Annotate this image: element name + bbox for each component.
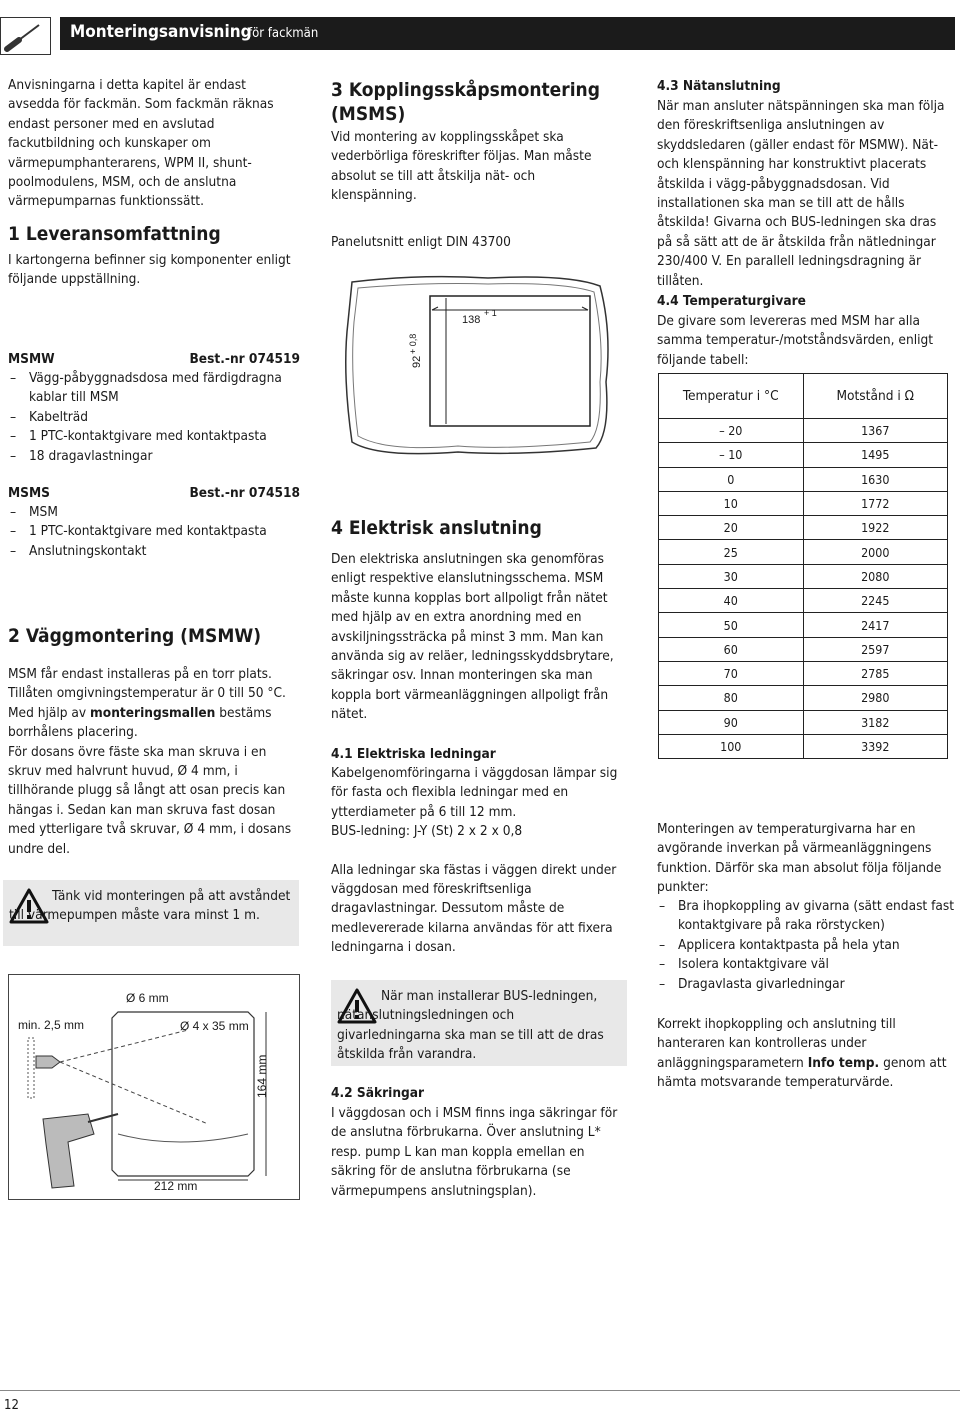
section-4-4-text: De givare som levereras med MSM har alla samma temperatur-/motståndsvärden, enligt följande tabell: <box>657 313 934 368</box>
msmw-label: MSMW <box>8 351 55 367</box>
warning-text: Tänk vid monteringen på att avståndet till värmepumpen måste vara minst 1 m. <box>9 888 291 924</box>
msms-list <box>8 503 300 561</box>
section-3-title: 3 Kopplingsskåpsmontering (MSMS) <box>331 79 600 125</box>
table-row: – 20 1367 <box>659 419 948 443</box>
connection-check-text: Korrekt ihopkoppling och anslutning till hanteraren kan kontrolleras under anläggningsparametern Info temp. genom att hämta motsvarande temperaturvärde. <box>657 1016 947 1091</box>
section-4-title: 4 Elektrisk anslutning <box>331 517 542 539</box>
header-subtitle: för fackmän <box>248 26 319 41</box>
msms-order-nr: Best.-nr 074518 <box>189 485 300 501</box>
section-2-p3: Med hjälp av monteringsmallen bestäms borrhålens placering. <box>8 704 272 741</box>
table-header-temp: Temperatur i °C <box>659 374 804 419</box>
section-2-title: 2 Väggmontering (MSMW) <box>8 625 262 647</box>
panel-cutout-label: Panelutsnitt enligt DIN 43700 <box>331 234 511 250</box>
wall-mount-figure <box>8 974 300 1200</box>
section-4-2-text: I väggdosan och i MSM finns inga säkringar för de anslutna förbrukarna. Över anslutning L* resp. pump L kan man koppla emellan en säkring för de anslutna förbrukarna (se värmepumpens anslutningsplan). <box>331 1105 618 1199</box>
header-logo-box <box>0 17 51 55</box>
list-item: – 1 PTC-kontaktgivare med kontaktpasta <box>8 522 300 541</box>
msmw-list <box>8 369 300 466</box>
dim-138: 138 <box>462 314 481 326</box>
section-1-text: I kartongerna befinner sig komponenter enligt följande uppställning. <box>8 252 291 288</box>
table-header-resistance: Motstånd i Ω <box>803 374 948 419</box>
list-item: – 1 PTC-kontaktgivare med kontaktpasta <box>8 427 300 446</box>
list-item: – Vägg-påbyggnadsdosa med färdigdragna kablar till MSM <box>8 369 300 408</box>
dim-138-tolerance: + 1 <box>484 308 497 318</box>
dim-92: 92 <box>411 355 423 368</box>
list-item: – Anslutningskontakt <box>8 542 300 561</box>
header-bar <box>60 17 955 50</box>
fig-label-d4: Ø 4 x 35 mm <box>180 1019 249 1033</box>
table-row: – 10 1495 <box>659 443 948 467</box>
list-item: – Dragavlasta givarledningar <box>657 975 955 994</box>
table-row: 80 2980 <box>659 686 948 710</box>
list-item: – Bra ihopkoppling av givarna (sätt endast fast kontaktgivare på raka rörstycken) <box>657 897 955 936</box>
msms-label: MSMS <box>8 485 50 501</box>
table-row: 10 1772 <box>659 491 948 515</box>
warning-box-distance <box>3 880 299 946</box>
msmw-order-nr: Best.-nr 074519 <box>189 351 300 367</box>
mounting-text: Monteringen av temperaturgivarna har en avgörande inverkan på värmeanläggningens funktion. Därför ska man absolut följa följande punkter: <box>657 821 942 896</box>
section-3-text: Vid montering av kopplingsskåpet ska vederbörliga föreskrifter följas. Man måste absolut se till att åtskilja nät- och klenspänning. <box>331 129 592 204</box>
section-2-p1: MSM får endast installeras på en torr plats. <box>8 666 272 682</box>
section-2-p2: Tillåten omgivningstemperatur är 0 till 50 °C. <box>8 685 286 702</box>
table-row: 90 3182 <box>659 710 948 734</box>
warning-text: När man installerar BUS-ledningen, nätanslutningsledningen och givarledningarna ska man se till att de dras åtskilda från varandra. <box>337 988 604 1063</box>
table-row: 25 2000 <box>659 540 948 564</box>
section-4-3-title: 4.3 Nätanslutning <box>657 78 781 94</box>
list-item: – Applicera kontaktpasta på hela ytan <box>657 936 955 955</box>
mounting-points <box>657 897 955 994</box>
msms-block <box>8 484 300 561</box>
intro-text: Anvisningarna i detta kapitel är endast avsedda för fackmän. Som fackmän räknas endast personer med en avslutad fackutbildning och kunskaper om värmepumphanterarens, WPM II, shunt-poolmodulens, MSM, och de anslutna värmepumparnas funktionssätt. <box>8 77 274 210</box>
msmw-block <box>8 350 300 466</box>
footer-rule <box>0 1390 960 1391</box>
list-item: – Kabelträd <box>8 408 300 427</box>
section-4-2-title: 4.2 Säkringar <box>331 1085 425 1101</box>
fig-label-min: min. 2,5 mm <box>18 1018 85 1032</box>
table-row: 20 1922 <box>659 516 948 540</box>
list-item: – 18 dragavlastningar <box>8 447 300 466</box>
section-4-text: Den elektriska anslutningen ska genomföras enligt respektive elanslutningsschema. MSM måste kunna kopplas bort allpoligt från nätet med hjälp av en extra anordning med en avskiljningssträcka på minst 3 mm. Man kan använda sig av reläer, ledningsskyddsbrytare, säkringar osv. Innan monteringen ska man koppla bort värmeanläggningen allpoligt från nätet. <box>331 551 614 723</box>
fig-label-212: 212 mm <box>154 1179 198 1193</box>
section-4-1-text3: Alla ledningar ska fästas i väggen direkt under väggdosan med föreskriftsenliga dragavlastningar. Dessutom måste de medlevererade kilarna användas för att fixera ledningarna i dosan. <box>331 861 617 956</box>
header-title: Monteringsanvisning <box>70 22 252 42</box>
screwdriver-icon <box>1 18 50 54</box>
resistance-table <box>658 373 948 759</box>
panel-cutout-figure <box>338 272 614 458</box>
section-2-body <box>8 665 300 859</box>
dim-92-tolerance: + 0,8 <box>408 333 418 354</box>
section-1-title: 1 Leveransomfattning <box>8 223 221 245</box>
section-4-1-body <box>331 764 627 958</box>
table-row: 100 3392 <box>659 734 948 758</box>
section-2-p4: För dosans övre fäste ska man skruva i en skruv med halvrunt huvud, Ø 4 mm, i tillhörande plugg så långt att osan precis kan hängas i. Sedan kan man skruva fast dosan med ytterligare två skruvar, Ø 4 mm, i dosans undre del. <box>8 743 292 857</box>
table-row: 70 2785 <box>659 661 948 685</box>
table-row: 0 1630 <box>659 467 948 491</box>
list-item: – Isolera kontaktgivare väl <box>657 955 955 974</box>
section-4-1-text2: BUS-ledning: J-Y (St) 2 x 2 x 0,8 <box>331 823 523 840</box>
section-4-1-text1: Kabelgenomföringarna i väggdosan lämpar sig för fasta och flexibla ledningar med en ytterdiameter på 6 till 12 mm. <box>331 765 618 820</box>
warning-box-bus <box>331 980 627 1066</box>
page-number: 12 <box>4 1398 19 1413</box>
table-row: 30 2080 <box>659 564 948 588</box>
table-row: 40 2245 <box>659 589 948 613</box>
table-row: 50 2417 <box>659 613 948 637</box>
table-row: 60 2597 <box>659 637 948 661</box>
section-4-4-title: 4.4 Temperaturgivare <box>657 293 806 309</box>
fig-label-d6: Ø 6 mm <box>126 991 169 1005</box>
list-item: – MSM <box>8 503 300 522</box>
fig-label-164: 164 mm <box>255 1054 269 1098</box>
section-4-1-title: 4.1 Elektriska ledningar <box>331 746 496 762</box>
section-4-3-text: När man ansluter nätspänningen ska man följa den föreskriftsenliga anslutningen av skyddsledaren (gäller endast för MSMW). Nät- och klenspänning har konstruktivt placerats åtskilda i vägg-påbyggnadsdosan. Vid installationen ska man se till att de hålls åtskilda! Givarna och BUS-ledningen ska dras på så sätt att de är åtskilda från nätledningar 230/400 V. En parallell ledningsdragning är tillåten. <box>657 98 945 289</box>
